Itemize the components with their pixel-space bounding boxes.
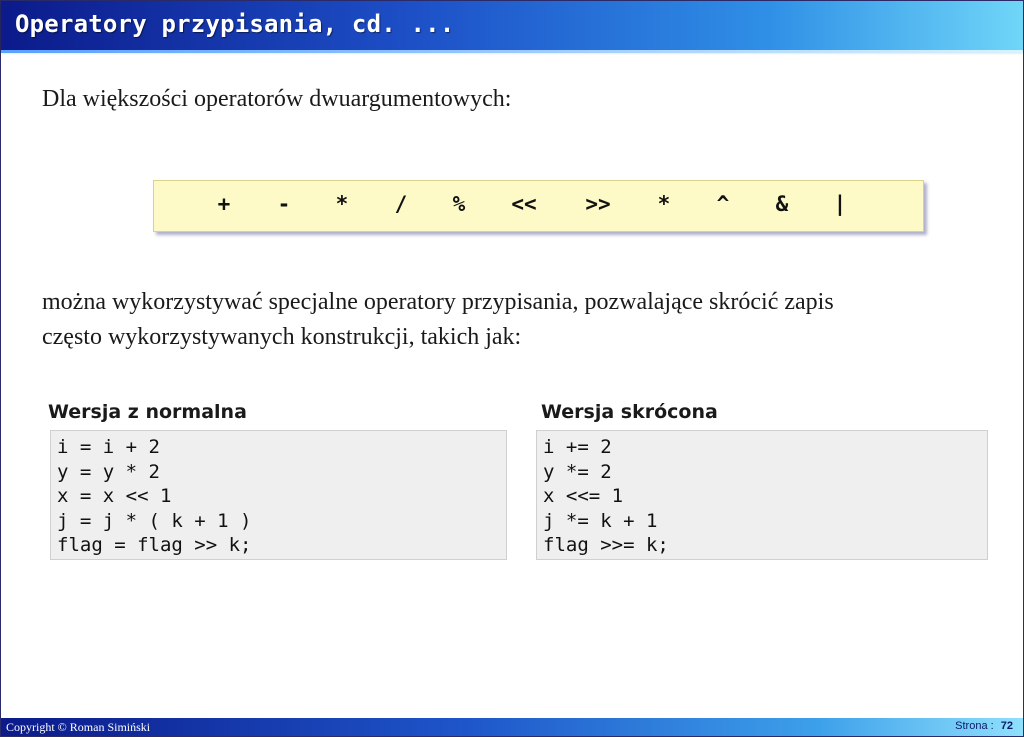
operator-multiply: *	[335, 192, 349, 216]
page-label: Strona :	[955, 720, 994, 732]
code-line: i = i + 2	[57, 436, 160, 458]
operator-modulo: %	[452, 192, 466, 216]
operator-plus: +	[217, 192, 231, 216]
operator-shift-right: >>	[585, 192, 611, 216]
code-line: i += 2	[543, 436, 612, 458]
intro-text: Dla większości operatorów dwuargumentowych:	[42, 86, 512, 112]
operator-multiply-2: *	[657, 192, 671, 216]
operator-minus: -	[277, 192, 291, 216]
code-line: x <<= 1	[543, 485, 624, 507]
description-paragraph	[42, 285, 1002, 355]
page-indicator	[955, 720, 1013, 732]
code-line: y *= 2	[543, 460, 612, 483]
short-version-title: Wersja skrócona	[541, 401, 718, 423]
operator-xor: ^	[716, 192, 730, 216]
code-line: j = j * ( k + 1 )	[57, 509, 252, 532]
code-line: y = y * 2	[57, 460, 160, 483]
title-bar	[1, 1, 1023, 50]
footer-bar	[1, 718, 1023, 736]
code-line: j *= k + 1	[543, 509, 658, 532]
code-line: flag = flag >> k;	[57, 534, 252, 556]
paragraph-line-1: można wykorzystywać specjalne operatory przypisania, pozwalające skrócić zapis	[42, 289, 834, 315]
slide-title: Operatory przypisania, cd. ...	[15, 10, 455, 38]
operators-box	[153, 180, 924, 232]
operator-shift-left: <<	[511, 192, 537, 216]
page-number: 72	[1000, 720, 1013, 732]
operator-or: |	[833, 192, 847, 216]
operator-and: &	[775, 192, 789, 216]
operator-divide: /	[394, 192, 408, 216]
short-code-box	[536, 430, 988, 560]
normal-version-title: Wersja z normalna	[48, 401, 247, 423]
code-line: x = x << 1	[57, 485, 172, 507]
paragraph-line-2: często wykorzystywanych konstrukcji, takich jak:	[42, 324, 522, 350]
normal-code-box	[50, 430, 507, 560]
code-line: flag >>= k;	[543, 534, 669, 556]
copyright-text: Copyright © Roman Simiński	[6, 720, 151, 734]
